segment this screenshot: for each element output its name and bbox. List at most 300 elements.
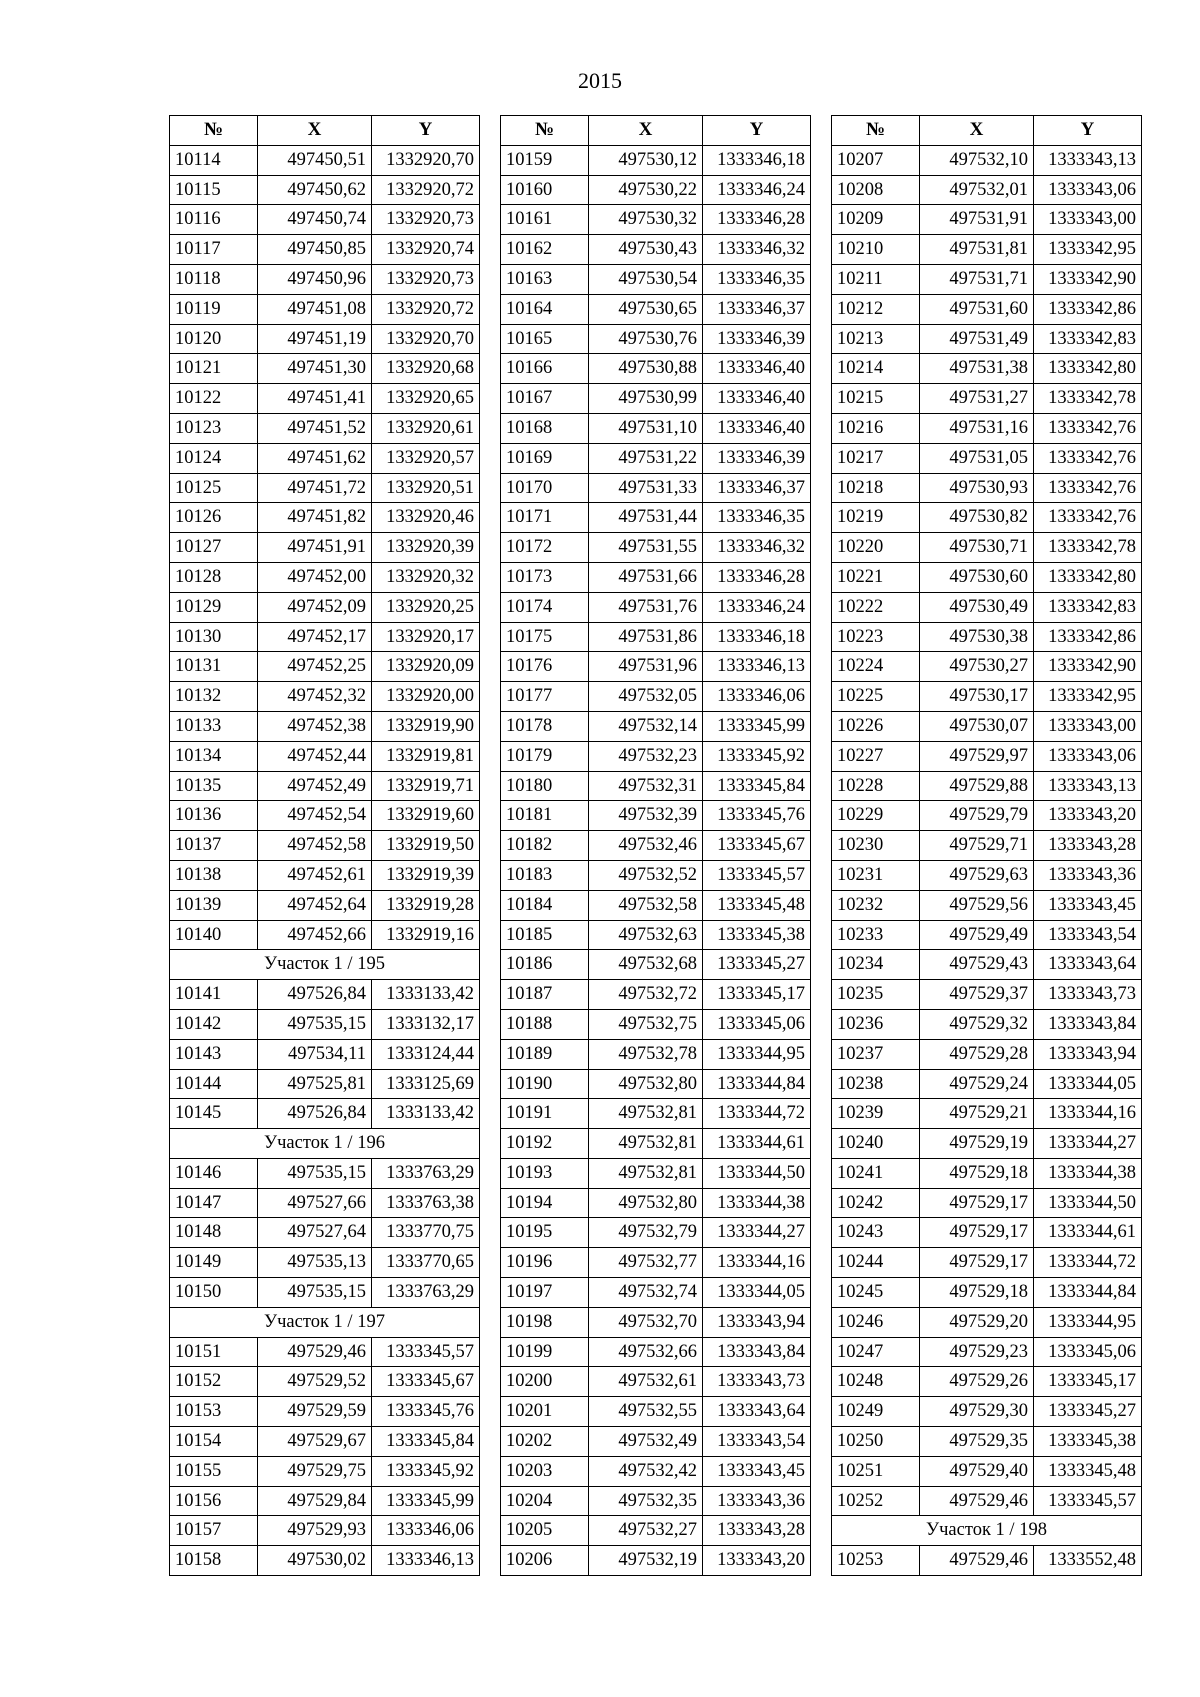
table-row	[501, 741, 811, 771]
y-coordinate: 1333344,84	[703, 1069, 811, 1099]
x-coordinate: 497531,22	[589, 443, 703, 473]
point-number: 10142	[170, 1009, 258, 1039]
table-row	[501, 1218, 811, 1248]
point-number: 10139	[170, 890, 258, 920]
x-coordinate: 497535,15	[258, 1278, 372, 1308]
y-coordinate: 1333343,73	[703, 1367, 811, 1397]
point-number: 10237	[832, 1039, 920, 1069]
table-row	[832, 294, 1142, 324]
y-coordinate: 1332920,73	[372, 264, 480, 294]
table-row	[832, 1486, 1142, 1516]
y-coordinate: 1333763,38	[372, 1188, 480, 1218]
y-coordinate: 1333342,76	[1034, 443, 1142, 473]
point-number: 10173	[501, 562, 589, 592]
table-row	[170, 1486, 480, 1516]
x-coordinate: 497531,86	[589, 622, 703, 652]
x-coordinate: 497530,32	[589, 205, 703, 235]
x-coordinate: 497527,64	[258, 1218, 372, 1248]
y-coordinate: 1332920,72	[372, 175, 480, 205]
x-coordinate: 497529,97	[920, 741, 1034, 771]
point-number: 10127	[170, 533, 258, 563]
y-coordinate: 1333346,40	[703, 413, 811, 443]
point-number: 10251	[832, 1456, 920, 1486]
point-number: 10185	[501, 920, 589, 950]
x-coordinate: 497531,49	[920, 324, 1034, 354]
y-coordinate: 1333346,24	[703, 175, 811, 205]
table-row	[832, 1248, 1142, 1278]
table-row	[832, 1367, 1142, 1397]
x-coordinate: 497527,66	[258, 1188, 372, 1218]
table-row	[170, 1456, 480, 1486]
point-number: 10158	[170, 1546, 258, 1576]
y-coordinate: 1332920,74	[372, 235, 480, 265]
y-coordinate: 1333346,32	[703, 235, 811, 265]
table-row	[832, 771, 1142, 801]
table-row	[170, 711, 480, 741]
point-number: 10133	[170, 711, 258, 741]
table-row	[501, 1456, 811, 1486]
table-row	[501, 1069, 811, 1099]
point-number: 10155	[170, 1456, 258, 1486]
point-number: 10231	[832, 860, 920, 890]
table-row	[832, 890, 1142, 920]
point-number: 10202	[501, 1427, 589, 1457]
point-number: 10159	[501, 145, 589, 175]
point-number: 10190	[501, 1069, 589, 1099]
point-number: 10150	[170, 1278, 258, 1308]
point-number: 10123	[170, 413, 258, 443]
point-number: 10174	[501, 592, 589, 622]
y-coordinate: 1333342,78	[1034, 533, 1142, 563]
y-coordinate: 1333344,72	[1034, 1248, 1142, 1278]
point-number: 10217	[832, 443, 920, 473]
x-coordinate: 497451,82	[258, 503, 372, 533]
table-row	[501, 384, 811, 414]
x-coordinate: 497530,82	[920, 503, 1034, 533]
point-number: 10120	[170, 324, 258, 354]
y-coordinate: 1333345,48	[703, 890, 811, 920]
point-number: 10245	[832, 1278, 920, 1308]
y-coordinate: 1332920,09	[372, 652, 480, 682]
table-row	[832, 533, 1142, 563]
table-row	[170, 1188, 480, 1218]
table-row	[170, 860, 480, 890]
x-coordinate: 497530,02	[258, 1546, 372, 1576]
point-number: 10170	[501, 473, 589, 503]
table-row	[501, 1367, 811, 1397]
y-coordinate: 1333344,50	[703, 1158, 811, 1188]
table-row	[501, 771, 811, 801]
x-coordinate: 497531,16	[920, 413, 1034, 443]
y-coordinate: 1333343,94	[1034, 1039, 1142, 1069]
table-row	[832, 384, 1142, 414]
y-coordinate: 1333343,64	[703, 1397, 811, 1427]
x-coordinate: 497529,17	[920, 1248, 1034, 1278]
table-row	[832, 652, 1142, 682]
y-coordinate: 1332919,39	[372, 860, 480, 890]
point-number: 10131	[170, 652, 258, 682]
table-row	[832, 801, 1142, 831]
y-coordinate: 1332920,25	[372, 592, 480, 622]
table-row	[501, 682, 811, 712]
table-row	[501, 443, 811, 473]
y-coordinate: 1333345,27	[703, 950, 811, 980]
header-number: №	[832, 116, 920, 146]
y-coordinate: 1333342,76	[1034, 503, 1142, 533]
table-row	[832, 920, 1142, 950]
y-coordinate: 1333345,17	[703, 980, 811, 1010]
y-coordinate: 1332919,16	[372, 920, 480, 950]
table-row	[501, 1129, 811, 1159]
y-coordinate: 1333345,38	[1034, 1427, 1142, 1457]
y-coordinate: 1333342,83	[1034, 592, 1142, 622]
x-coordinate: 497529,30	[920, 1397, 1034, 1427]
point-number: 10240	[832, 1129, 920, 1159]
y-coordinate: 1333346,13	[372, 1546, 480, 1576]
table-row	[832, 950, 1142, 980]
point-number: 10184	[501, 890, 589, 920]
table-row	[501, 145, 811, 175]
y-coordinate: 1332920,51	[372, 473, 480, 503]
x-coordinate: 497452,17	[258, 622, 372, 652]
y-coordinate: 1332919,71	[372, 771, 480, 801]
point-number: 10212	[832, 294, 920, 324]
point-number: 10207	[832, 145, 920, 175]
point-number: 10222	[832, 592, 920, 622]
x-coordinate: 497452,64	[258, 890, 372, 920]
x-coordinate: 497530,54	[589, 264, 703, 294]
x-coordinate: 497529,40	[920, 1456, 1034, 1486]
point-number: 10177	[501, 682, 589, 712]
table-row	[170, 1397, 480, 1427]
table-row	[832, 1069, 1142, 1099]
table-row	[832, 1039, 1142, 1069]
point-number: 10201	[501, 1397, 589, 1427]
header-x: X	[589, 116, 703, 146]
x-coordinate: 497529,49	[920, 920, 1034, 950]
table-row	[832, 1188, 1142, 1218]
y-coordinate: 1333346,28	[703, 562, 811, 592]
table-row	[832, 175, 1142, 205]
table-row	[501, 1427, 811, 1457]
y-coordinate: 1333346,37	[703, 473, 811, 503]
x-coordinate: 497450,51	[258, 145, 372, 175]
table-row	[170, 741, 480, 771]
point-number: 10162	[501, 235, 589, 265]
table-row	[832, 562, 1142, 592]
y-coordinate: 1333133,42	[372, 980, 480, 1010]
y-coordinate: 1333344,16	[703, 1248, 811, 1278]
x-coordinate: 497452,00	[258, 562, 372, 592]
point-number: 10195	[501, 1218, 589, 1248]
point-number: 10147	[170, 1188, 258, 1218]
y-coordinate: 1333343,54	[1034, 920, 1142, 950]
y-coordinate: 1333344,38	[1034, 1158, 1142, 1188]
point-number: 10194	[501, 1188, 589, 1218]
point-number: 10220	[832, 533, 920, 563]
header-y: Y	[372, 116, 480, 146]
x-coordinate: 497529,35	[920, 1427, 1034, 1457]
x-coordinate: 497531,55	[589, 533, 703, 563]
y-coordinate: 1333346,32	[703, 533, 811, 563]
table-row	[832, 1218, 1142, 1248]
point-number: 10226	[832, 711, 920, 741]
x-coordinate: 497452,38	[258, 711, 372, 741]
point-number: 10203	[501, 1456, 589, 1486]
table-row	[501, 1337, 811, 1367]
x-coordinate: 497535,13	[258, 1248, 372, 1278]
table-row	[170, 413, 480, 443]
point-number: 10181	[501, 801, 589, 831]
x-coordinate: 497532,63	[589, 920, 703, 950]
x-coordinate: 497529,46	[920, 1546, 1034, 1576]
x-coordinate: 497451,72	[258, 473, 372, 503]
point-number: 10236	[832, 1009, 920, 1039]
table-row	[832, 264, 1142, 294]
point-number: 10145	[170, 1099, 258, 1129]
table-row	[501, 235, 811, 265]
point-number: 10227	[832, 741, 920, 771]
point-number: 10196	[501, 1248, 589, 1278]
y-coordinate: 1333125,69	[372, 1069, 480, 1099]
point-number: 10208	[832, 175, 920, 205]
y-coordinate: 1333345,67	[372, 1367, 480, 1397]
x-coordinate: 497532,46	[589, 831, 703, 861]
y-coordinate: 1333343,13	[1034, 771, 1142, 801]
x-coordinate: 497532,23	[589, 741, 703, 771]
x-coordinate: 497529,37	[920, 980, 1034, 1010]
point-number: 10153	[170, 1397, 258, 1427]
y-coordinate: 1333343,84	[1034, 1009, 1142, 1039]
y-coordinate: 1333342,83	[1034, 324, 1142, 354]
x-coordinate: 497531,44	[589, 503, 703, 533]
table-row	[170, 1158, 480, 1188]
y-coordinate: 1333342,90	[1034, 264, 1142, 294]
point-number: 10172	[501, 533, 589, 563]
table-row	[501, 831, 811, 861]
x-coordinate: 497529,20	[920, 1307, 1034, 1337]
point-number: 10249	[832, 1397, 920, 1427]
table-row	[501, 503, 811, 533]
y-coordinate: 1333342,78	[1034, 384, 1142, 414]
y-coordinate: 1332920,57	[372, 443, 480, 473]
point-number: 10210	[832, 235, 920, 265]
y-coordinate: 1333344,61	[1034, 1218, 1142, 1248]
table-row	[170, 324, 480, 354]
point-number: 10244	[832, 1248, 920, 1278]
y-coordinate: 1333770,75	[372, 1218, 480, 1248]
y-coordinate: 1333343,20	[703, 1546, 811, 1576]
point-number: 10214	[832, 354, 920, 384]
y-coordinate: 1332920,68	[372, 354, 480, 384]
y-coordinate: 1333343,73	[1034, 980, 1142, 1010]
point-number: 10253	[832, 1546, 920, 1576]
table-row	[501, 354, 811, 384]
y-coordinate: 1333345,48	[1034, 1456, 1142, 1486]
y-coordinate: 1333342,80	[1034, 562, 1142, 592]
table-row	[170, 622, 480, 652]
table-row	[170, 980, 480, 1010]
point-number: 10161	[501, 205, 589, 235]
coordinates-table-2	[500, 115, 811, 1576]
point-number: 10215	[832, 384, 920, 414]
table-row	[170, 264, 480, 294]
table-row	[501, 533, 811, 563]
x-coordinate: 497529,21	[920, 1099, 1034, 1129]
y-coordinate: 1332919,60	[372, 801, 480, 831]
x-coordinate: 497452,25	[258, 652, 372, 682]
y-coordinate: 1333346,35	[703, 503, 811, 533]
section-label: Участок 1 / 196	[170, 1129, 480, 1159]
x-coordinate: 497531,81	[920, 235, 1034, 265]
point-number: 10241	[832, 1158, 920, 1188]
y-coordinate: 1332920,70	[372, 324, 480, 354]
x-coordinate: 497532,39	[589, 801, 703, 831]
y-coordinate: 1332920,32	[372, 562, 480, 592]
point-number: 10152	[170, 1367, 258, 1397]
point-number: 10235	[832, 980, 920, 1010]
table-row	[832, 145, 1142, 175]
point-number: 10229	[832, 801, 920, 831]
x-coordinate: 497451,52	[258, 413, 372, 443]
table-row	[501, 1158, 811, 1188]
y-coordinate: 1333345,57	[703, 860, 811, 890]
y-coordinate: 1332919,90	[372, 711, 480, 741]
table-row	[832, 205, 1142, 235]
x-coordinate: 497532,70	[589, 1307, 703, 1337]
table-row	[832, 1427, 1142, 1457]
table-row	[170, 443, 480, 473]
table-row	[170, 592, 480, 622]
x-coordinate: 497532,81	[589, 1129, 703, 1159]
table-row	[501, 1039, 811, 1069]
point-number: 10130	[170, 622, 258, 652]
x-coordinate: 497529,63	[920, 860, 1034, 890]
x-coordinate: 497529,24	[920, 1069, 1034, 1099]
y-coordinate: 1332920,72	[372, 294, 480, 324]
table-row	[832, 443, 1142, 473]
x-coordinate: 497532,10	[920, 145, 1034, 175]
x-coordinate: 497529,28	[920, 1039, 1034, 1069]
table-row	[832, 1099, 1142, 1129]
y-coordinate: 1333763,29	[372, 1158, 480, 1188]
x-coordinate: 497530,88	[589, 354, 703, 384]
y-coordinate: 1332920,73	[372, 205, 480, 235]
x-coordinate: 497530,65	[589, 294, 703, 324]
point-number: 10180	[501, 771, 589, 801]
y-coordinate: 1333132,17	[372, 1009, 480, 1039]
table-row	[832, 473, 1142, 503]
x-coordinate: 497535,15	[258, 1009, 372, 1039]
table-row	[501, 1278, 811, 1308]
table-row	[501, 1009, 811, 1039]
point-number: 10187	[501, 980, 589, 1010]
y-coordinate: 1332920,00	[372, 682, 480, 712]
y-coordinate: 1332920,39	[372, 533, 480, 563]
point-number: 10166	[501, 354, 589, 384]
table-row	[501, 711, 811, 741]
x-coordinate: 497529,17	[920, 1218, 1034, 1248]
x-coordinate: 497529,19	[920, 1129, 1034, 1159]
point-number: 10154	[170, 1427, 258, 1457]
y-coordinate: 1333343,00	[1034, 205, 1142, 235]
point-number: 10135	[170, 771, 258, 801]
y-coordinate: 1333344,05	[1034, 1069, 1142, 1099]
header-row	[501, 116, 811, 146]
y-coordinate: 1333346,06	[372, 1516, 480, 1546]
point-number: 10213	[832, 324, 920, 354]
point-number: 10136	[170, 801, 258, 831]
table-row	[832, 324, 1142, 354]
point-number: 10118	[170, 264, 258, 294]
point-number: 10182	[501, 831, 589, 861]
point-number: 10143	[170, 1039, 258, 1069]
table-row	[170, 831, 480, 861]
table-row	[170, 562, 480, 592]
table-row	[832, 860, 1142, 890]
table-row	[832, 592, 1142, 622]
y-coordinate: 1333344,27	[1034, 1129, 1142, 1159]
y-coordinate: 1333346,18	[703, 145, 811, 175]
x-coordinate: 497531,66	[589, 562, 703, 592]
y-coordinate: 1333343,28	[703, 1516, 811, 1546]
table-row	[832, 711, 1142, 741]
point-number: 10167	[501, 384, 589, 414]
y-coordinate: 1332919,50	[372, 831, 480, 861]
header-x: X	[258, 116, 372, 146]
table-row	[832, 1307, 1142, 1337]
y-coordinate: 1333770,65	[372, 1248, 480, 1278]
x-coordinate: 497529,32	[920, 1009, 1034, 1039]
y-coordinate: 1333345,92	[703, 741, 811, 771]
y-coordinate: 1333344,50	[1034, 1188, 1142, 1218]
point-number: 10117	[170, 235, 258, 265]
x-coordinate: 497451,62	[258, 443, 372, 473]
x-coordinate: 497532,79	[589, 1218, 703, 1248]
x-coordinate: 497535,15	[258, 1158, 372, 1188]
x-coordinate: 497529,67	[258, 1427, 372, 1457]
y-coordinate: 1333342,86	[1034, 294, 1142, 324]
table-row	[832, 682, 1142, 712]
point-number: 10211	[832, 264, 920, 294]
table-row	[501, 324, 811, 354]
table-row	[170, 652, 480, 682]
y-coordinate: 1333343,45	[1034, 890, 1142, 920]
point-number: 10121	[170, 354, 258, 384]
x-coordinate: 497531,33	[589, 473, 703, 503]
section-row	[832, 1516, 1142, 1546]
point-number: 10192	[501, 1129, 589, 1159]
x-coordinate: 497530,12	[589, 145, 703, 175]
x-coordinate: 497450,74	[258, 205, 372, 235]
y-coordinate: 1333345,57	[372, 1337, 480, 1367]
x-coordinate: 497452,32	[258, 682, 372, 712]
y-coordinate: 1333346,40	[703, 354, 811, 384]
x-coordinate: 497529,26	[920, 1367, 1034, 1397]
table-row	[170, 1337, 480, 1367]
y-coordinate: 1333345,06	[1034, 1337, 1142, 1367]
x-coordinate: 497531,05	[920, 443, 1034, 473]
x-coordinate: 497532,49	[589, 1427, 703, 1457]
x-coordinate: 497530,22	[589, 175, 703, 205]
y-coordinate: 1332919,81	[372, 741, 480, 771]
y-coordinate: 1333346,37	[703, 294, 811, 324]
point-number: 10125	[170, 473, 258, 503]
header-row	[832, 116, 1142, 146]
x-coordinate: 497532,77	[589, 1248, 703, 1278]
point-number: 10129	[170, 592, 258, 622]
x-coordinate: 497532,72	[589, 980, 703, 1010]
